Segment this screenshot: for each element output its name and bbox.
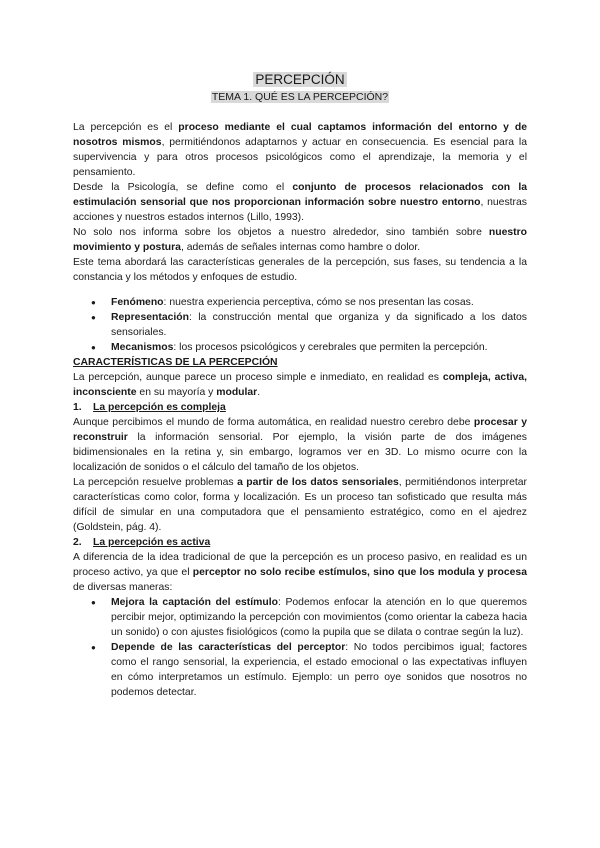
list-item: ● Fenómeno: nuestra experiencia perceptiva, cómo se nos presentan las cosas. [111,295,527,310]
list-item: ● Depende de las características del perceptor: No todos percibimos igual; factores como el rango sensorial, la experiencia, el estado emocional o las expectativas influyen en cómo interpretamos un estímulo. Ejemplo: un perro oye sonidos que nosotros no podemos detectar. [111,640,527,700]
document-title: PERCEPCIÓN [255,72,345,87]
intro-paragraph-3: No solo nos informa sobre los objetos a nuestro alrededor, sino también sobre nuestro movimiento y postura, además de señales internas como hambre o dolor. [73,227,527,253]
subsection-1-paragraph-2: La percepción resuelve problemas a partir de los datos sensoriales, permitiéndonos interpretar características como color, forma y localización. Es un proceso tan sofisticado que resulta más difícil de simular en una computadora que el pensamiento estratégico, como en el ajedrez (Goldstein, pág. 4). [73,477,528,533]
concept-list [73,295,527,355]
list-item: ● Representación: la construcción mental que organiza y da significado a los datos sensoriales. [111,310,527,340]
topic-subtitle: TEMA 1. QUÉ ES LA PERCEPCIÓN? [211,91,389,103]
subsection-heading-1: 1. La percepción es compleja [73,402,226,413]
intro-paragraph-2: Desde la Psicología, se define como el conjunto de procesos relacionados con la estimulación sensorial que nos proporcionan información sobre nuestro entorno, nuestras acciones y nuestros estados internos (Lillo, 1993). [73,182,527,223]
subsection-1-paragraph-1: Aunque percibimos el mundo de forma automática, en realidad nuestro cerebro debe procesar y reconstruir la información sensorial. Por ejemplo, la visión parte de dos imágenes bidimensionales en la retina y, sin embargo, logramos ver en 3D. Lo mismo ocurre con la localización de sonidos o el cálculo del tamaño de los objetos. [73,417,527,473]
intro-paragraph-1: La percepción es el proceso mediante el cual captamos información del entorno y de nosotros mismos, permitiéndonos adaptarnos y actuar en consecuencia. Es esencial para la supervivencia y para otros procesos psicológicos como el aprendizaje, la memoria y el pensamiento. [73,122,527,178]
document-body [73,120,527,700]
intro-paragraph-4: Este tema abordará las características generales de la percepción, sus fases, su tendencia a la constancia y los métodos y enfoques de estudio. [73,257,527,283]
section-heading: CARACTERÍSTICAS DE LA PERCEPCIÓN [73,357,278,368]
list-item: ● Mejora la captación del estímulo: Podemos enfocar la atención en lo que queremos percibir mejor, optimizando la percepción con movimientos (como orientar la cabeza hacia un sonido) o con ajustes fisiológicos (como la pupila que se dilata o contrae según la luz). [111,595,527,640]
list-item: ● Mecanismos: los procesos psicológicos y cerebrales que permiten la percepción. [111,340,527,355]
section-intro: La percepción, aunque parece un proceso simple e inmediato, en realidad es compleja, activa, inconsciente en su mayoría y modular. [73,372,527,398]
subsection-2-paragraph-1: A diferencia de la idea tradicional de que la percepción es un proceso pasivo, en realidad es un proceso activo, ya que el perceptor no solo recibe estímulos, sino que los modula y procesa de diversas maneras: [73,552,527,593]
active-perception-list [73,595,527,700]
subsection-heading-2: 2. La percepción es activa [73,537,211,548]
